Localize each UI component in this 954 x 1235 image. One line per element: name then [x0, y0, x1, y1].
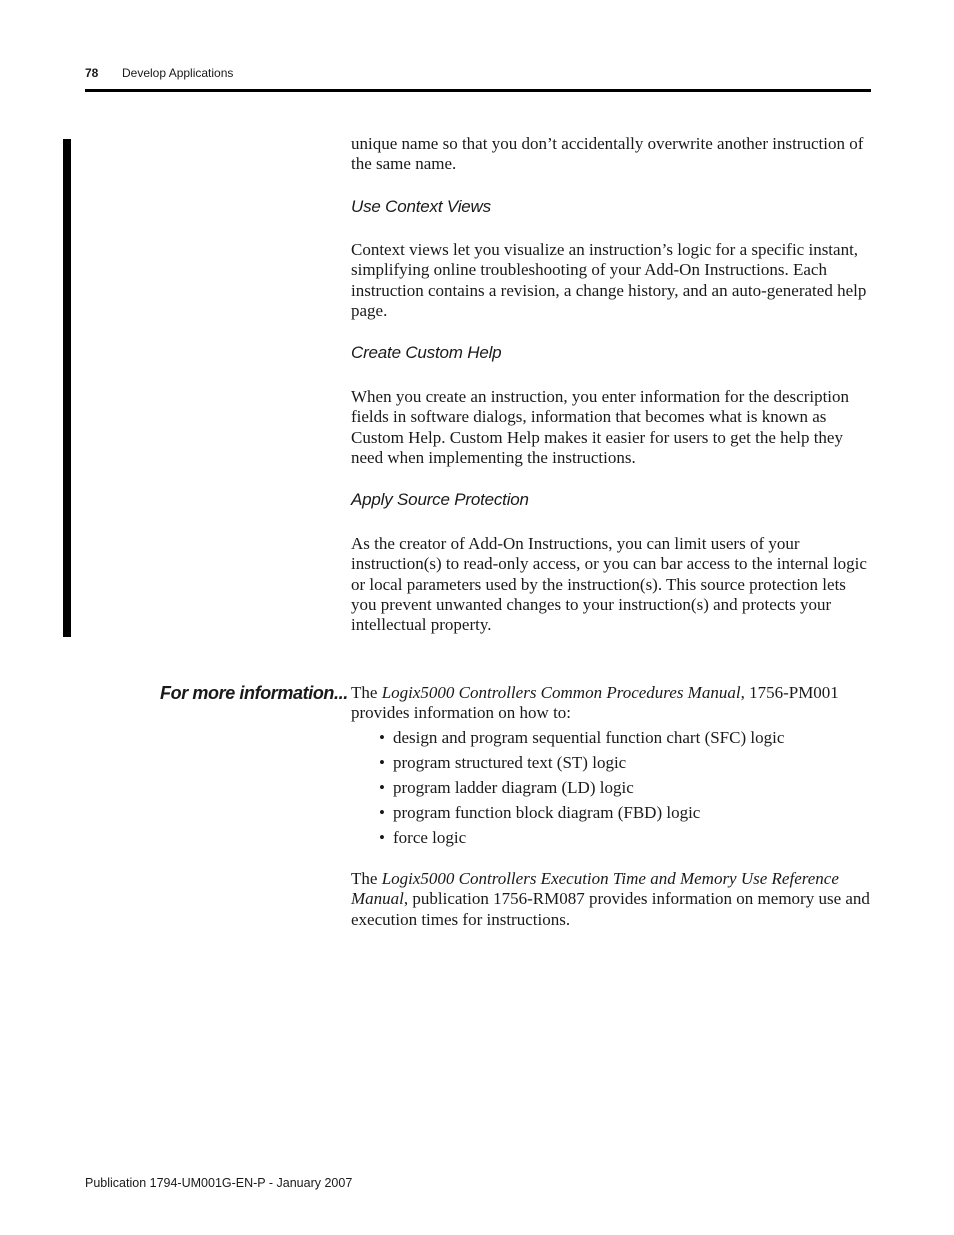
para2-suffix: , publication 1756-RM087 provides information on memory use and execution times for instructions.: [351, 889, 870, 929]
list-item: [379, 728, 784, 753]
para1-suffix: , 1756-PM001 provides information on how to:: [351, 683, 839, 723]
execution-time-manual-title: Logix5000 Controllers Execution Time and Memory Use Reference Manual: [351, 869, 839, 909]
common-procedures-manual-title: Logix5000 Controllers Common Procedures Manual: [381, 683, 741, 702]
more-info-heading: For more information...: [160, 683, 348, 703]
bullet-icon: •: [379, 728, 385, 747]
context-views-heading: Use Context Views: [351, 197, 491, 216]
bullet-icon: •: [379, 778, 385, 797]
custom-help-heading: Create Custom Help: [351, 343, 502, 362]
list-item: [379, 828, 784, 853]
page-header: [85, 66, 871, 88]
source-protection-text: As the creator of Add-On Instructions, you can limit users of your instruction(s) to read-only access, or you can bar access to the internal logic or local parameters used by the instruction(s). This source protection lets you prevent unwanted changes to your instruction(s) and protects your intellectual property.: [351, 534, 867, 635]
more-info-paragraph-1: [351, 683, 871, 724]
list-item: [379, 803, 784, 828]
para1-prefix: The: [351, 683, 382, 702]
bullet-icon: •: [379, 803, 385, 822]
list-item-text: force logic: [393, 828, 467, 847]
intro-paragraph: unique name so that you don’t accidentally overwrite another instruction of the same name.: [351, 134, 864, 174]
more-info-paragraph-2: [351, 869, 871, 930]
custom-help-text: When you create an instruction, you enter information for the description fields in software dialogs, information that becomes what is known as Custom Help. Custom Help makes it easier for users to get the help they need when implementing the instructions.: [351, 387, 850, 467]
page-number: 78: [85, 66, 99, 80]
context-views-text: Context views let you visualize an instruction’s logic for a specific instant, simplifying online troubleshooting of your Add-On Instructions. Each instruction contains a revision, a change history, and an auto-generated help page.: [351, 240, 867, 320]
section-title: Develop Applications: [122, 66, 234, 80]
list-item-text: program function block diagram (FBD) logic: [393, 803, 701, 822]
list-item: [379, 778, 784, 803]
list-item-text: design and program sequential function chart (SFC) logic: [393, 728, 785, 747]
change-bar: [63, 139, 71, 637]
para2-prefix: The: [351, 869, 382, 888]
list-item: [379, 753, 784, 778]
list-item-text: program ladder diagram (LD) logic: [393, 778, 634, 797]
header-rule: [85, 89, 871, 92]
source-protection-heading: Apply Source Protection: [351, 490, 529, 509]
bullet-icon: •: [379, 753, 385, 772]
bullet-icon: •: [379, 828, 385, 847]
publication-footer: Publication 1794-UM001G-EN-P - January 2007: [85, 1176, 353, 1190]
topic-list: [379, 728, 784, 853]
list-item-text: program structured text (ST) logic: [393, 753, 627, 772]
